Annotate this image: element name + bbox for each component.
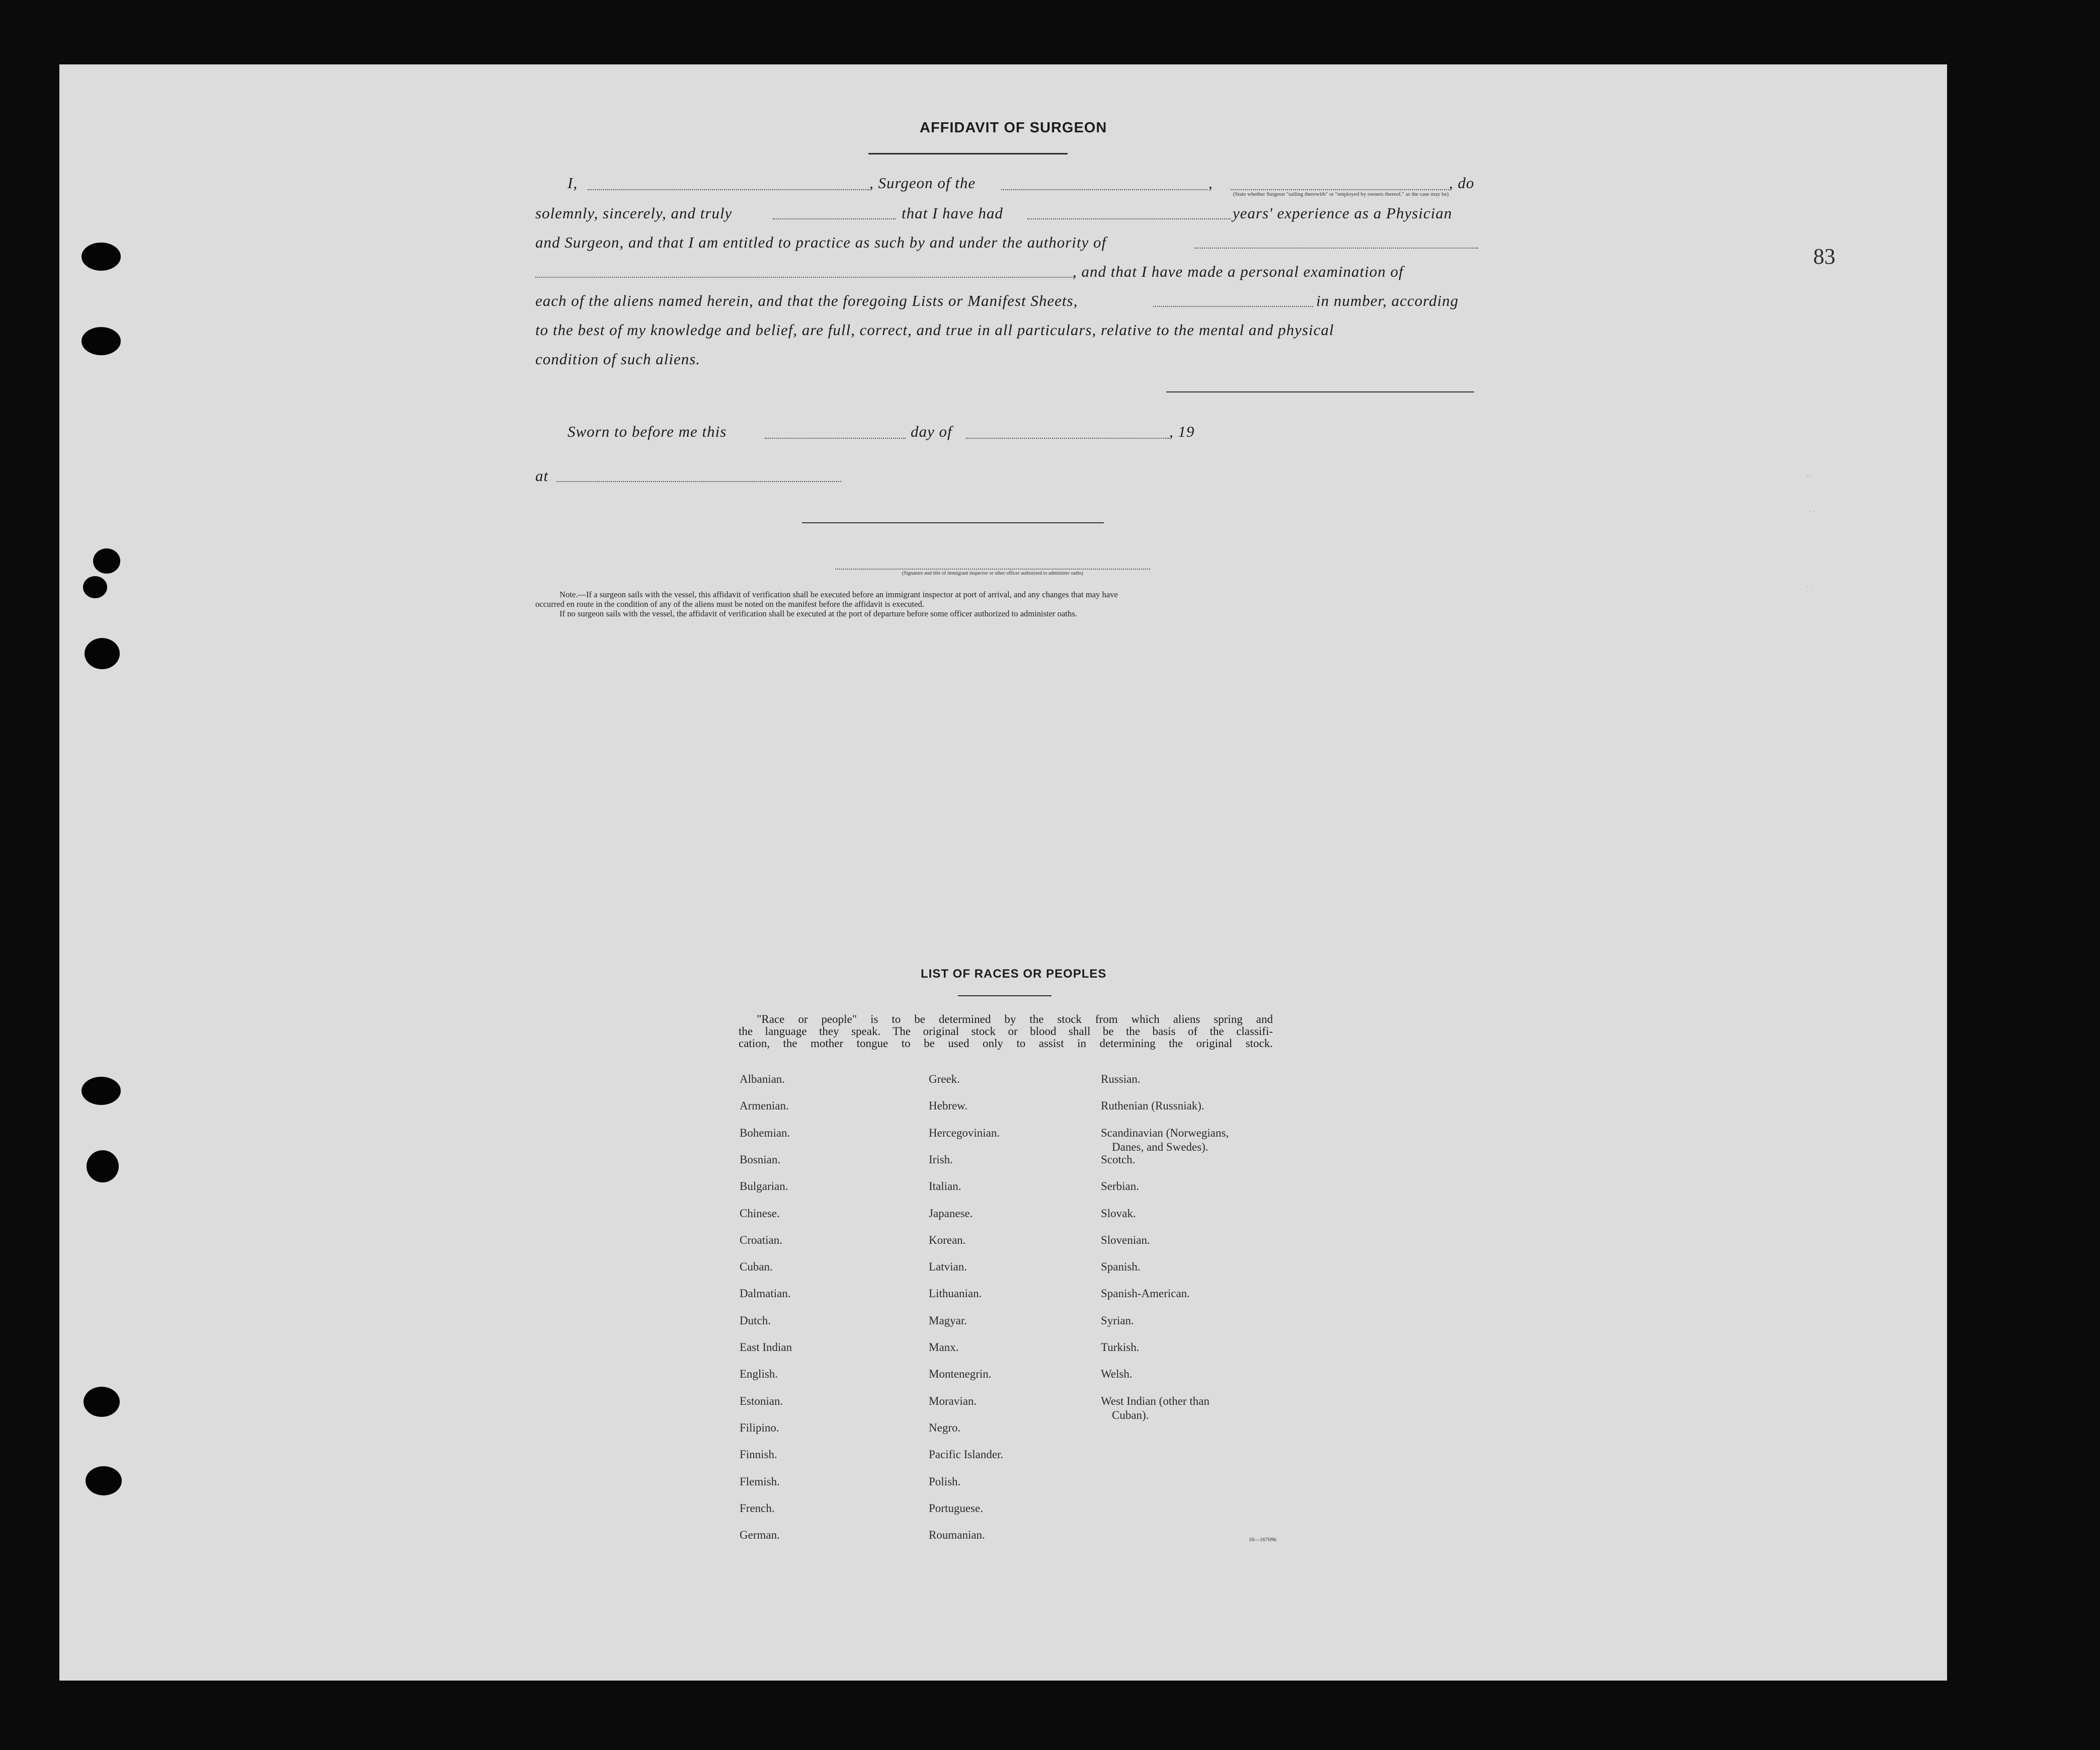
race-item: West Indian (other than (1101, 1394, 1209, 1407)
race-item: Syrian. (1101, 1314, 1134, 1327)
race-item: Irish. (929, 1153, 953, 1166)
race-item: Slovak. (1101, 1207, 1136, 1220)
race-item: Dalmatian. (740, 1287, 791, 1300)
note-line-1: Note.—If a surgeon sails with the vessel, this affidavit of verification shall be executed before an immigrant inspector at port of arrival, and any changes that may have (559, 590, 1118, 599)
punch-hole (85, 638, 120, 669)
affidavit-line2-b: that I have had (902, 204, 1003, 222)
punch-hole (93, 548, 120, 574)
affidavit-line3: and Surgeon, and that I am entitled to practice as such by and under the authority of (535, 233, 1107, 251)
affidavit-line5-b: in number, according (1316, 292, 1459, 309)
race-item: Greek. (929, 1073, 960, 1085)
affidavit-line4: , and that I have made a personal examination of (1073, 263, 1404, 280)
race-item: English. (740, 1368, 778, 1381)
note-line-3: If no surgeon sails with the vessel, the affidavit of verification shall be executed at the port of departure before some officer authorized to administer oaths. (559, 609, 1077, 618)
punch-hole (86, 1466, 122, 1495)
race-item: Roumanian. (929, 1529, 985, 1542)
surgeon-signature-line (1166, 391, 1474, 392)
page-number: 83 (1813, 244, 1835, 269)
punch-hole (84, 1387, 120, 1417)
race-item: Russian. (1101, 1073, 1141, 1085)
affidavit-title: AFFIDAVIT OF SURGEON (920, 120, 1107, 136)
races-intro-line-2: the language they speak. The original stock or blood shall be the basis of the classifi- (739, 1025, 1273, 1038)
races-intro (739, 1013, 1273, 1050)
race-item: German. (740, 1529, 780, 1542)
inspector-label: (Signature and title of immigrant inspector or other officer authorized to administer oaths) (902, 571, 1084, 576)
margin-marks: · · (1809, 508, 1816, 516)
form-number: 16—16709b (1249, 1537, 1276, 1543)
race-item: Slovenian. (1101, 1233, 1150, 1246)
sworn-month-blank (966, 438, 1169, 439)
punch-hole (82, 327, 121, 355)
affidavit-line1-comma: , (1208, 174, 1213, 192)
sheets-count-blank (1153, 306, 1313, 307)
race-item: Italian. (929, 1180, 961, 1193)
race-item: Flemish. (740, 1475, 780, 1488)
race-item: Moravian. (929, 1394, 977, 1407)
race-item-continuation: Danes, and Swedes). (1112, 1140, 1208, 1153)
affidavit-line7: condition of such aliens. (535, 350, 701, 368)
race-item: Portuguese. (929, 1501, 983, 1515)
race-item: Cuban. (740, 1260, 773, 1274)
affidavit-line5-a: each of the aliens named herein, and that the foregoing Lists or Manifest Sheets, (535, 292, 1078, 309)
title-underline (868, 153, 1068, 154)
race-item: Scandinavian (Norwegians, (1101, 1126, 1229, 1139)
race-item: Manx. (929, 1341, 959, 1354)
race-item: Armenian. (740, 1099, 789, 1112)
inspector-signature-line (802, 522, 1104, 523)
race-item-continuation: Cuban). (1112, 1408, 1149, 1421)
race-item: Bohemian. (740, 1126, 790, 1139)
race-item: Welsh. (1101, 1368, 1133, 1381)
race-item: Magyar. (929, 1314, 967, 1327)
race-item: Chinese. (740, 1207, 780, 1220)
punch-hole (82, 1077, 121, 1105)
races-title: LIST OF RACES OR PEOPLES (921, 967, 1107, 981)
affidavit-line1-surgeon-of: , Surgeon of the (869, 174, 976, 192)
race-item: Bosnian. (740, 1153, 781, 1166)
affidavit-line6: to the best of my knowledge and belief, are full, correct, and true in all particulars, relative to the mental and physical (535, 321, 1334, 339)
sworn-day-blank (765, 438, 906, 439)
surgeon-status-note: (State whether Surgeon "sailing therewith" or "employed by owners thereof," as the case may be) (1233, 191, 1449, 197)
race-item: Montenegrin. (929, 1368, 992, 1381)
race-item: Ruthenian (Russniak). (1101, 1099, 1204, 1112)
years-blank (1027, 218, 1231, 219)
race-item: Filipino. (740, 1421, 779, 1434)
at-label: at (535, 467, 549, 485)
punch-hole (83, 576, 107, 598)
race-item: Polish. (929, 1475, 961, 1488)
affidavit-line2-a: solemnly, sincerely, and truly (535, 204, 733, 222)
race-item: Dutch. (740, 1314, 771, 1327)
race-item: Croatian. (740, 1233, 782, 1246)
race-item: Korean. (929, 1233, 966, 1246)
punch-hole (82, 243, 121, 271)
race-item: Lithuanian. (929, 1287, 982, 1300)
race-item: Scotch. (1101, 1153, 1136, 1166)
race-item: Bulgarian. (740, 1180, 788, 1193)
race-item: Turkish. (1101, 1341, 1140, 1354)
race-item: Negro. (929, 1421, 961, 1434)
authority-blank (1194, 248, 1478, 249)
race-item: Spanish-American. (1101, 1287, 1190, 1300)
oath-blank (773, 218, 896, 219)
sworn-text-a: Sworn to before me this (568, 423, 727, 440)
races-intro-line-1: "Race or people" is to be determined by the stock from which aliens spring and (757, 1013, 1273, 1025)
inspector-title-line (835, 569, 1150, 570)
race-item: Albanian. (740, 1073, 785, 1085)
races-intro-line-3: cation, the mother tongue to be used only to assist in determining the original stock. (739, 1037, 1273, 1050)
race-item: Latvian. (929, 1260, 967, 1274)
margin-marks: · . (1806, 584, 1812, 591)
vessel-name-blank (1001, 189, 1207, 190)
race-item: French. (740, 1501, 775, 1515)
race-item: Estonian. (740, 1394, 783, 1407)
affidavit-line1-do: , do (1449, 174, 1475, 192)
race-item: Pacific Islander. (929, 1448, 1004, 1461)
race-item: Japanese. (929, 1207, 973, 1220)
race-item: Hebrew. (929, 1099, 968, 1112)
sworn-text-c: , 19 (1169, 423, 1195, 440)
note-line-2: occurred en route in the condition of any of the aliens must be noted on the manifest before the affidavit is executed. (535, 599, 924, 609)
races-title-underline (958, 995, 1052, 996)
authority-blank-2 (535, 277, 1074, 278)
surgeon-status-blank (1231, 189, 1449, 190)
race-item: Serbian. (1101, 1180, 1140, 1193)
sworn-text-b: day of (911, 423, 952, 440)
at-place-blank (556, 481, 841, 482)
affidavit-line1-i: I, (568, 174, 578, 192)
surgeon-name-blank (588, 189, 869, 190)
margin-marks: ·:· (1806, 473, 1813, 481)
race-item: Spanish. (1101, 1260, 1141, 1274)
affidavit-line2-c: years' experience as a Physician (1233, 204, 1452, 222)
punch-hole (87, 1150, 119, 1182)
race-item: Hercegovinian. (929, 1126, 1000, 1139)
race-item: Finnish. (740, 1448, 777, 1461)
race-item: East Indian (740, 1341, 792, 1354)
